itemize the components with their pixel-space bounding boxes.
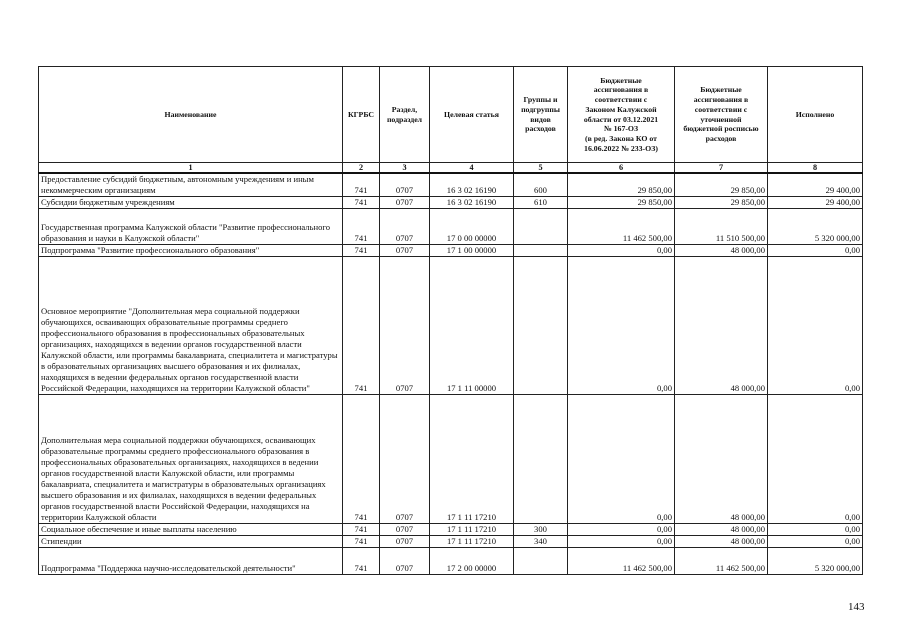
table-row <box>39 395 863 524</box>
row-razdel: 0707 <box>380 245 430 257</box>
row-rospis: 48 000,00 <box>675 524 768 536</box>
row-executed: 0,00 <box>768 524 863 536</box>
row-plan: 11 462 500,00 <box>568 548 675 575</box>
row-executed: 0,00 <box>768 245 863 257</box>
row-kgrbs: 741 <box>343 548 380 575</box>
row-rospis: 48 000,00 <box>675 536 768 548</box>
row-rospis: 48 000,00 <box>675 395 768 524</box>
row-executed: 0,00 <box>768 536 863 548</box>
column-number: 8 <box>768 163 863 174</box>
column-number: 1 <box>39 163 343 174</box>
row-rospis: 11 510 500,00 <box>675 209 768 245</box>
column-number: 6 <box>568 163 675 174</box>
header-budget-rospis: Бюджетные ассигнования в соответствии с уточненной бюджетной росписью расходов <box>675 67 768 163</box>
row-razdel: 0707 <box>380 536 430 548</box>
row-kgrbs: 741 <box>343 245 380 257</box>
row-name: Подпрограмма "Поддержка научно-исследовательской деятельности" <box>39 548 343 575</box>
row-razdel: 0707 <box>380 257 430 395</box>
row-kgrbs: 741 <box>343 524 380 536</box>
row-name: Основное мероприятие "Дополнительная мера социальной поддержки обучающихся, осваивающих образовательные программы среднего профессионального образования в профессиональных образовательных организациях, находящихся в ведении органов государственной власти Калужской области, или программы бакалавриата, специалитета и магистратуры в образовательных организациях высшего образования и их филиалах, находящихся в ведении федеральных органов государственной власти Российской Федерации, находящихся на территории Калужской области" <box>39 257 343 395</box>
row-rospis: 48 000,00 <box>675 257 768 395</box>
row-kgrbs: 741 <box>343 257 380 395</box>
header-executed: Исполнено <box>768 67 863 163</box>
table-row <box>39 197 863 209</box>
table-row <box>39 524 863 536</box>
row-kgrbs: 741 <box>343 197 380 209</box>
column-number: 7 <box>675 163 768 174</box>
row-plan: 0,00 <box>568 245 675 257</box>
row-expense-group <box>514 209 568 245</box>
row-target-article: 17 0 00 00000 <box>430 209 514 245</box>
row-razdel: 0707 <box>380 395 430 524</box>
row-name: Государственная программа Калужской области "Развитие профессионального образования и науки в Калужской области" <box>39 209 343 245</box>
row-executed: 0,00 <box>768 257 863 395</box>
row-razdel: 0707 <box>380 524 430 536</box>
row-target-article: 17 1 11 17210 <box>430 395 514 524</box>
row-executed: 29 400,00 <box>768 173 863 197</box>
row-razdel: 0707 <box>380 197 430 209</box>
table-row <box>39 536 863 548</box>
row-expense-group: 600 <box>514 173 568 197</box>
page-number: 143 <box>848 601 865 613</box>
row-name: Социальное обеспечение и иные выплаты населению <box>39 524 343 536</box>
row-expense-group <box>514 395 568 524</box>
row-executed: 0,00 <box>768 395 863 524</box>
row-razdel: 0707 <box>380 548 430 575</box>
row-target-article: 16 3 02 16190 <box>430 173 514 197</box>
header-kgrbs: КГРБС <box>343 67 380 163</box>
row-plan: 11 462 500,00 <box>568 209 675 245</box>
row-name: Стипендии <box>39 536 343 548</box>
row-kgrbs: 741 <box>343 395 380 524</box>
row-target-article: 17 1 11 17210 <box>430 524 514 536</box>
row-name: Предоставление субсидий бюджетным, автономным учреждениям и иным некоммерческим организациям <box>39 173 343 197</box>
row-target-article: 17 1 11 00000 <box>430 257 514 395</box>
row-rospis: 48 000,00 <box>675 245 768 257</box>
budget-table <box>38 66 863 575</box>
row-name: Субсидии бюджетным учреждениям <box>39 197 343 209</box>
row-expense-group: 300 <box>514 524 568 536</box>
row-plan: 0,00 <box>568 257 675 395</box>
row-expense-group: 340 <box>514 536 568 548</box>
column-number-row <box>39 163 863 174</box>
row-target-article: 17 1 11 17210 <box>430 536 514 548</box>
row-plan: 29 850,00 <box>568 197 675 209</box>
table-row <box>39 209 863 245</box>
row-executed: 29 400,00 <box>768 197 863 209</box>
column-number: 2 <box>343 163 380 174</box>
row-name: Дополнительная мера социальной поддержки обучающихся, осваивающих образовательные программы среднего профессионального образования в профессиональных образовательных организациях, находящихся в ведении органов государственной власти Калужской области, или программы бакалавриата, специалитета и магистратуры в образовательных организациях высшего образования и их филиалах, находящихся в ведении федеральных органов государственной власти Российской Федерации, находящихся на территории Калужской области <box>39 395 343 524</box>
header-name: Наименование <box>39 67 343 163</box>
row-expense-group: 610 <box>514 197 568 209</box>
table-row <box>39 257 863 395</box>
row-executed: 5 320 000,00 <box>768 209 863 245</box>
row-name: Подпрограмма "Развитие профессионального образования" <box>39 245 343 257</box>
row-expense-group <box>514 257 568 395</box>
row-rospis: 29 850,00 <box>675 197 768 209</box>
row-kgrbs: 741 <box>343 536 380 548</box>
row-executed: 5 320 000,00 <box>768 548 863 575</box>
table-row <box>39 548 863 575</box>
header-row <box>39 67 863 163</box>
table-row <box>39 245 863 257</box>
header-razdel: Раздел, подраздел <box>380 67 430 163</box>
row-plan: 0,00 <box>568 536 675 548</box>
column-number: 5 <box>514 163 568 174</box>
row-rospis: 11 462 500,00 <box>675 548 768 575</box>
header-target-article: Целевая статья <box>430 67 514 163</box>
row-kgrbs: 741 <box>343 173 380 197</box>
row-expense-group <box>514 548 568 575</box>
header-budget-law: Бюджетные ассигнования в соответствии с Законом Калужской области от 03.12.2021 № 167-ОЗ (в ред. Закона КО от 16.06.2022 № 233-ОЗ) <box>568 67 675 163</box>
table-row <box>39 173 863 197</box>
row-rospis: 29 850,00 <box>675 173 768 197</box>
column-number: 4 <box>430 163 514 174</box>
row-target-article: 17 1 00 00000 <box>430 245 514 257</box>
row-razdel: 0707 <box>380 173 430 197</box>
row-plan: 29 850,00 <box>568 173 675 197</box>
row-plan: 0,00 <box>568 395 675 524</box>
row-razdel: 0707 <box>380 209 430 245</box>
row-plan: 0,00 <box>568 524 675 536</box>
header-expense-groups: Группы и подгруппы видов расходов <box>514 67 568 163</box>
row-target-article: 16 3 02 16190 <box>430 197 514 209</box>
row-expense-group <box>514 245 568 257</box>
row-target-article: 17 2 00 00000 <box>430 548 514 575</box>
row-kgrbs: 741 <box>343 209 380 245</box>
column-number: 3 <box>380 163 430 174</box>
